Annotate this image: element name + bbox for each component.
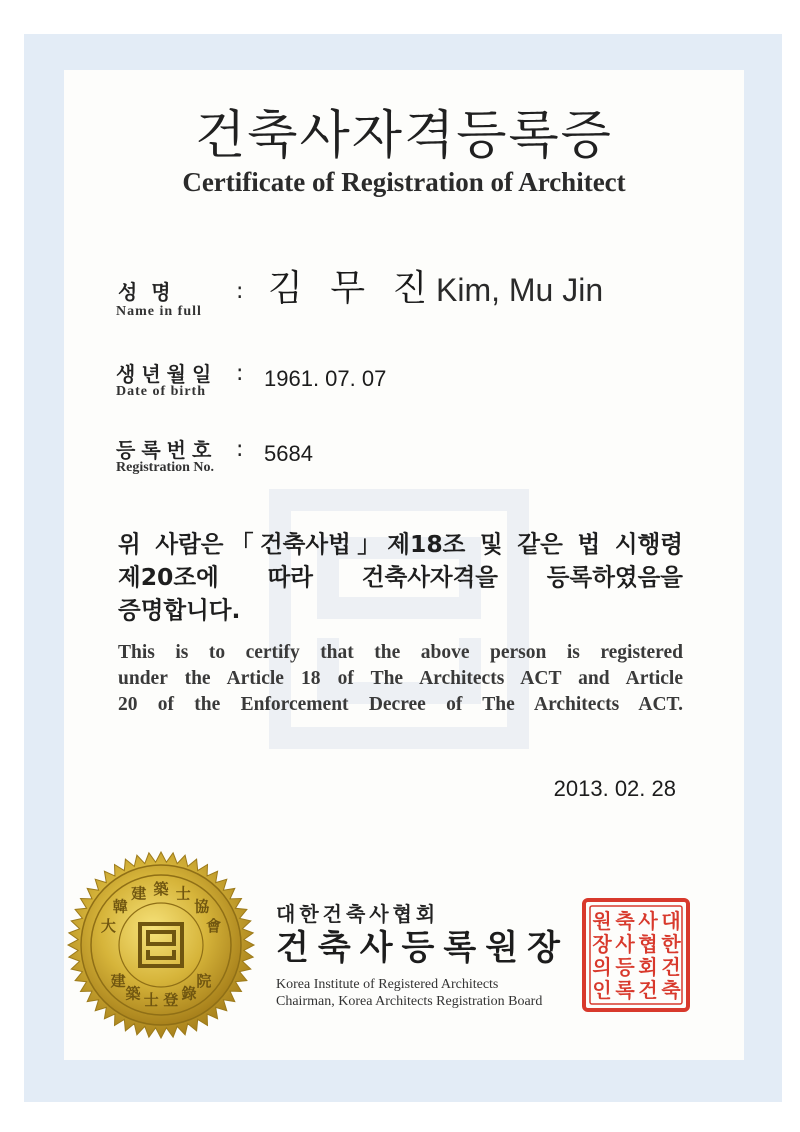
- certificate-title-en: Certificate of Registration of Architect: [182, 167, 626, 197]
- issuer-org-ko: 대한건축사협회: [276, 902, 440, 926]
- name-value-en: Kim, Mu Jin: [436, 272, 604, 308]
- birth-label-en: Date of birth: [116, 384, 206, 399]
- stamp-glyph: 의: [592, 955, 612, 979]
- stamp-glyph: 등: [615, 955, 635, 979]
- stamp-glyph: 원: [592, 909, 612, 933]
- stamp-glyph: 회: [638, 955, 658, 979]
- stamp-glyph: 장: [592, 932, 612, 956]
- statement-en-line: 20 of the Enforcement Decree of The Architects ACT.: [118, 694, 683, 715]
- seal-glyph: 錄: [181, 984, 197, 1003]
- statement-ko: [118, 528, 683, 627]
- issuer-org-en: Korea Institute of Registered Architects: [276, 977, 499, 992]
- name-label-en: Name in full: [116, 304, 202, 319]
- certificate-title-ko: 건축사자격등록증: [195, 106, 613, 166]
- issue-date: 2013. 02. 28: [553, 776, 676, 801]
- issuer-title-en: Chairman, Korea Architects Registration Board: [276, 994, 543, 1009]
- birth-value: 1961. 07. 07: [264, 366, 387, 391]
- statement-ko-line: 증명합니다.: [118, 596, 241, 624]
- seal-glyph: 築: [125, 984, 141, 1003]
- registration-value: 5684: [264, 441, 313, 466]
- name-value-ko: 김 무 진: [268, 268, 436, 309]
- seal-glyph: 登: [163, 991, 179, 1010]
- seal-glyph: 築: [153, 880, 169, 898]
- seal-glyph: 建: [110, 972, 126, 990]
- birth-label-ko: 생년월일: [116, 362, 218, 386]
- seal-glyph: 院: [196, 972, 212, 990]
- seal-glyph: 韓: [112, 897, 128, 916]
- name-label-ko: 성 명: [118, 280, 171, 304]
- stamp-glyph: 협: [638, 932, 658, 956]
- stamp-glyph: 축: [615, 909, 635, 933]
- seal-glyph: 士: [143, 991, 159, 1010]
- official-red-stamp-icon: [580, 896, 692, 1014]
- seal-glyph: 士: [175, 884, 191, 903]
- registration-label-ko: 등록번호: [116, 438, 218, 462]
- gold-seal-icon: [66, 850, 256, 1040]
- stamp-glyph: 사: [638, 909, 658, 933]
- birth-colon: :: [236, 361, 244, 386]
- statement-ko-line: 제20조에 따라 건축사자격을 등록하였음을: [118, 563, 683, 591]
- stamp-glyph: 건: [638, 978, 658, 1002]
- stamp-glyph: 인: [592, 978, 612, 1002]
- name-colon: :: [236, 279, 244, 304]
- registration-label-en: Registration No.: [116, 460, 214, 475]
- seal-glyph: 協: [194, 897, 210, 916]
- registration-colon: :: [236, 437, 244, 462]
- issuer-title-ko: 건축사등록원장: [276, 928, 569, 968]
- stamp-glyph: 사: [615, 932, 635, 956]
- statement-en-line: This is to certify that the above person is registered: [118, 642, 683, 663]
- statement-en: [118, 640, 683, 718]
- statement-en-line: under the Article 18 of The Architects ACT and Article: [118, 668, 683, 689]
- stamp-glyph: 대: [661, 909, 681, 933]
- statement-ko-line: 위 사람은「건축사법」제18조 및 같은 법 시행령: [118, 530, 683, 558]
- seal-glyph: 大: [100, 916, 116, 935]
- stamp-glyph: 록: [615, 978, 635, 1002]
- seal-glyph: 會: [206, 916, 222, 935]
- stamp-glyph: 축: [661, 978, 681, 1002]
- seal-glyph: 建: [131, 884, 147, 903]
- stamp-glyph: 한: [661, 932, 681, 956]
- stamp-glyph: 건: [661, 955, 681, 979]
